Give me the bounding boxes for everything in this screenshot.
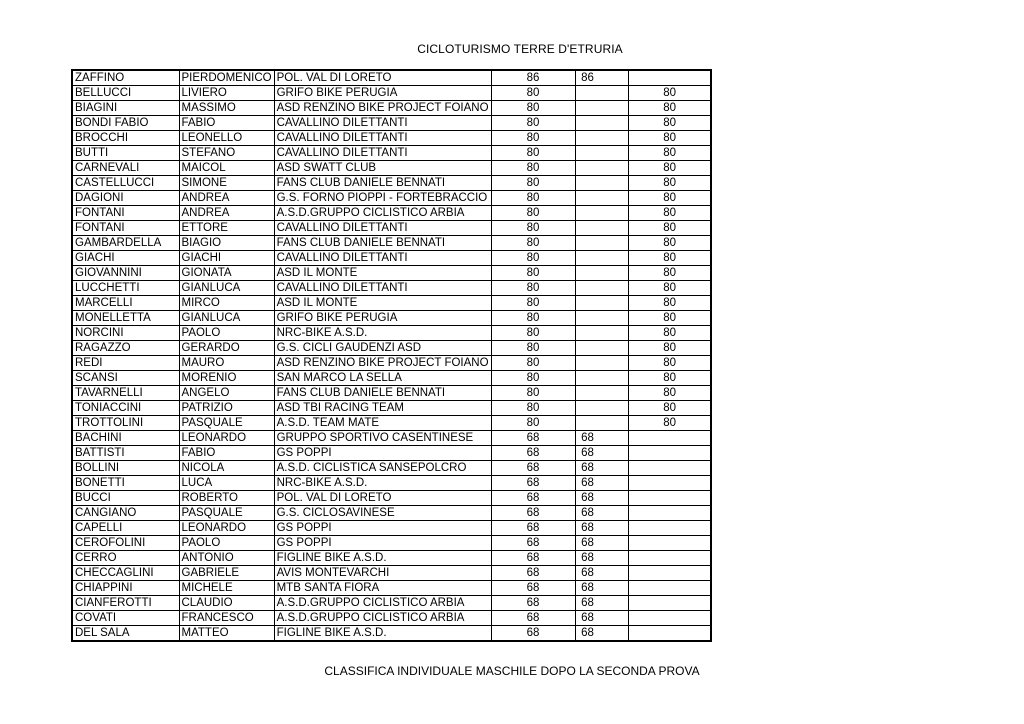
round1-points-cell	[575, 356, 628, 371]
surname-cell: GIOVANNINI	[72, 266, 179, 281]
team-cell: A.S.D.GRUPPO CICLISTICO ARBIA	[274, 596, 491, 611]
first-name-cell: ANGELO	[179, 386, 274, 401]
surname-cell: CEROFOLINI	[72, 536, 179, 551]
round2-points-cell	[628, 446, 711, 461]
surname-cell: DAGIONI	[72, 191, 179, 206]
surname-cell: RAGAZZO	[72, 341, 179, 356]
round1-points-cell: 68	[575, 596, 628, 611]
team-cell: FIGLINE BIKE A.S.D.	[274, 626, 491, 642]
round1-points-cell	[575, 386, 628, 401]
surname-cell: MONELLETTA	[72, 311, 179, 326]
table-row	[72, 611, 711, 626]
round1-points-cell: 68	[575, 626, 628, 642]
round2-points-cell: 80	[628, 146, 711, 161]
round2-points-cell: 80	[628, 191, 711, 206]
total-points-cell: 80	[491, 326, 575, 341]
surname-cell: CAPELLI	[72, 521, 179, 536]
team-cell: ASD SWATT CLUB	[274, 161, 491, 176]
team-cell: A.S.D. TEAM MATE	[274, 416, 491, 431]
round1-points-cell	[575, 266, 628, 281]
team-cell: GRIFO BIKE PERUGIA	[274, 311, 491, 326]
team-cell: POL. VAL DI LORETO	[274, 70, 491, 86]
page-title: CICLOTURISMO TERRE D'ETRURIA	[417, 42, 623, 56]
round2-points-cell: 80	[628, 296, 711, 311]
first-name-cell: STEFANO	[179, 146, 274, 161]
table-row	[72, 536, 711, 551]
round1-points-cell: 68	[575, 491, 628, 506]
surname-cell: ZAFFINO	[72, 70, 179, 86]
total-points-cell: 80	[491, 296, 575, 311]
surname-cell: TAVARNELLI	[72, 386, 179, 401]
round1-points-cell: 68	[575, 581, 628, 596]
round1-points-cell	[575, 221, 628, 236]
first-name-cell: CLAUDIO	[179, 596, 274, 611]
first-name-cell: MICHELE	[179, 581, 274, 596]
first-name-cell: ANTONIO	[179, 551, 274, 566]
team-cell: AVIS MONTEVARCHI	[274, 566, 491, 581]
round2-points-cell	[628, 551, 711, 566]
first-name-cell: LUCA	[179, 476, 274, 491]
round2-points-cell: 80	[628, 401, 711, 416]
surname-cell: CIANFEROTTI	[72, 596, 179, 611]
first-name-cell: LEONARDO	[179, 431, 274, 446]
round2-points-cell	[628, 431, 711, 446]
round1-points-cell	[575, 251, 628, 266]
surname-cell: GIACHI	[72, 251, 179, 266]
total-points-cell: 80	[491, 101, 575, 116]
surname-cell: GAMBARDELLA	[72, 236, 179, 251]
table-row	[72, 341, 711, 356]
table-row	[72, 296, 711, 311]
table-row	[72, 431, 711, 446]
round1-points-cell	[575, 311, 628, 326]
first-name-cell: MATTEO	[179, 626, 274, 642]
team-cell: NRC-BIKE A.S.D.	[274, 326, 491, 341]
round2-points-cell: 80	[628, 281, 711, 296]
round2-points-cell: 80	[628, 116, 711, 131]
table-row	[72, 521, 711, 536]
first-name-cell: BIAGIO	[179, 236, 274, 251]
first-name-cell: GERARDO	[179, 341, 274, 356]
round2-points-cell	[628, 491, 711, 506]
table-row	[72, 371, 711, 386]
round1-points-cell	[575, 161, 628, 176]
table-row	[72, 146, 711, 161]
round2-points-cell	[628, 506, 711, 521]
total-points-cell: 80	[491, 176, 575, 191]
team-cell: POL. VAL DI LORETO	[274, 491, 491, 506]
team-cell: CAVALLINO DILETTANTI	[274, 221, 491, 236]
surname-cell: FONTANI	[72, 221, 179, 236]
table-row	[72, 251, 711, 266]
total-points-cell: 86	[491, 70, 575, 86]
round2-points-cell: 80	[628, 371, 711, 386]
round1-points-cell: 68	[575, 506, 628, 521]
round2-points-cell	[628, 626, 711, 642]
total-points-cell: 80	[491, 236, 575, 251]
table-row	[72, 191, 711, 206]
round2-points-cell	[628, 596, 711, 611]
round1-points-cell	[575, 371, 628, 386]
table-row	[72, 116, 711, 131]
round2-points-cell	[628, 566, 711, 581]
round2-points-cell: 80	[628, 266, 711, 281]
first-name-cell: PASQUALE	[179, 506, 274, 521]
team-cell: GS POPPI	[274, 521, 491, 536]
round1-points-cell: 68	[575, 521, 628, 536]
round2-points-cell: 80	[628, 341, 711, 356]
round2-points-cell: 80	[628, 386, 711, 401]
team-cell: A.S.D. CICLISTICA SANSEPOLCRO	[274, 461, 491, 476]
table-row	[72, 461, 711, 476]
first-name-cell: ETTORE	[179, 221, 274, 236]
round2-points-cell: 80	[628, 356, 711, 371]
round2-points-cell: 80	[628, 86, 711, 101]
team-cell: ASD IL MONTE	[274, 266, 491, 281]
table-row	[72, 566, 711, 581]
surname-cell: REDI	[72, 356, 179, 371]
round1-points-cell	[575, 326, 628, 341]
team-cell: FANS CLUB DANIELE BENNATI	[274, 236, 491, 251]
table-row	[72, 70, 711, 86]
total-points-cell: 80	[491, 86, 575, 101]
table-row	[72, 491, 711, 506]
total-points-cell: 80	[491, 251, 575, 266]
first-name-cell: PASQUALE	[179, 416, 274, 431]
round1-points-cell: 68	[575, 536, 628, 551]
first-name-cell: MORENIO	[179, 371, 274, 386]
round2-points-cell: 80	[628, 311, 711, 326]
total-points-cell: 80	[491, 131, 575, 146]
total-points-cell: 80	[491, 311, 575, 326]
total-points-cell: 80	[491, 206, 575, 221]
round2-points-cell	[628, 461, 711, 476]
team-cell: G.S. FORNO PIOPPI - FORTEBRACCIO	[274, 191, 491, 206]
first-name-cell: GIANLUCA	[179, 311, 274, 326]
table-row	[72, 236, 711, 251]
first-name-cell: GIACHI	[179, 251, 274, 266]
round2-points-cell	[628, 581, 711, 596]
round1-points-cell: 68	[575, 611, 628, 626]
team-cell: ASD IL MONTE	[274, 296, 491, 311]
standings-body	[72, 70, 711, 641]
team-cell: FANS CLUB DANIELE BENNATI	[274, 386, 491, 401]
total-points-cell: 80	[491, 221, 575, 236]
team-cell: FANS CLUB DANIELE BENNATI	[274, 176, 491, 191]
round1-points-cell	[575, 146, 628, 161]
team-cell: NRC-BIKE A.S.D.	[274, 476, 491, 491]
surname-cell: TROTTOLINI	[72, 416, 179, 431]
team-cell: MTB SANTA FIORA	[274, 581, 491, 596]
total-points-cell: 68	[491, 506, 575, 521]
first-name-cell: GIONATA	[179, 266, 274, 281]
first-name-cell: MAURO	[179, 356, 274, 371]
standings-table	[71, 69, 712, 642]
total-points-cell: 68	[491, 476, 575, 491]
round1-points-cell	[575, 236, 628, 251]
total-points-cell: 80	[491, 146, 575, 161]
round1-points-cell	[575, 101, 628, 116]
first-name-cell: FABIO	[179, 116, 274, 131]
total-points-cell: 68	[491, 431, 575, 446]
round2-points-cell: 80	[628, 176, 711, 191]
team-cell: GRIFO BIKE PERUGIA	[274, 86, 491, 101]
surname-cell: MARCELLI	[72, 296, 179, 311]
surname-cell: NORCINI	[72, 326, 179, 341]
footer-title: CLASSIFICA INDIVIDUALE MASCHILE DOPO LA SECONDA PROVA	[324, 664, 700, 678]
round2-points-cell	[628, 70, 711, 86]
table-row	[72, 596, 711, 611]
total-points-cell: 68	[491, 461, 575, 476]
team-cell: CAVALLINO DILETTANTI	[274, 146, 491, 161]
round1-points-cell: 68	[575, 431, 628, 446]
surname-cell: BONETTI	[72, 476, 179, 491]
table-row	[72, 581, 711, 596]
round1-points-cell	[575, 206, 628, 221]
first-name-cell: FRANCESCO	[179, 611, 274, 626]
total-points-cell: 80	[491, 386, 575, 401]
team-cell: CAVALLINO DILETTANTI	[274, 251, 491, 266]
table-row	[72, 221, 711, 236]
team-cell: SAN MARCO LA SELLA	[274, 371, 491, 386]
table-row	[72, 176, 711, 191]
total-points-cell: 80	[491, 116, 575, 131]
total-points-cell: 68	[491, 596, 575, 611]
table-row	[72, 161, 711, 176]
first-name-cell: PIERDOMENICO	[179, 70, 274, 86]
surname-cell: CHIAPPINI	[72, 581, 179, 596]
surname-cell: SCANSI	[72, 371, 179, 386]
team-cell: CAVALLINO DILETTANTI	[274, 116, 491, 131]
team-cell: A.S.D.GRUPPO CICLISTICO ARBIA	[274, 206, 491, 221]
total-points-cell: 68	[491, 581, 575, 596]
table-row	[72, 416, 711, 431]
round2-points-cell	[628, 611, 711, 626]
surname-cell: LUCCHETTI	[72, 281, 179, 296]
round2-points-cell: 80	[628, 206, 711, 221]
surname-cell: BELLUCCI	[72, 86, 179, 101]
round2-points-cell: 80	[628, 236, 711, 251]
surname-cell: FONTANI	[72, 206, 179, 221]
table-row	[72, 401, 711, 416]
round1-points-cell: 68	[575, 566, 628, 581]
total-points-cell: 80	[491, 161, 575, 176]
total-points-cell: 68	[491, 566, 575, 581]
round1-points-cell	[575, 86, 628, 101]
table-row	[72, 326, 711, 341]
round1-points-cell: 68	[575, 461, 628, 476]
round1-points-cell	[575, 176, 628, 191]
surname-cell: BACHINI	[72, 431, 179, 446]
table-row	[72, 626, 711, 642]
total-points-cell: 80	[491, 401, 575, 416]
total-points-cell: 80	[491, 191, 575, 206]
round2-points-cell: 80	[628, 161, 711, 176]
first-name-cell: PAOLO	[179, 536, 274, 551]
team-cell: GS POPPI	[274, 536, 491, 551]
round2-points-cell	[628, 521, 711, 536]
team-cell: ASD TBI RACING TEAM	[274, 401, 491, 416]
first-name-cell: LEONARDO	[179, 521, 274, 536]
surname-cell: CANGIANO	[72, 506, 179, 521]
table-row	[72, 311, 711, 326]
round1-points-cell	[575, 191, 628, 206]
surname-cell: BROCCHI	[72, 131, 179, 146]
surname-cell: DEL SALA	[72, 626, 179, 642]
first-name-cell: FABIO	[179, 446, 274, 461]
round2-points-cell: 80	[628, 326, 711, 341]
surname-cell: BUTTI	[72, 146, 179, 161]
table-row	[72, 86, 711, 101]
round2-points-cell: 80	[628, 101, 711, 116]
round2-points-cell: 80	[628, 416, 711, 431]
round1-points-cell: 68	[575, 551, 628, 566]
round1-points-cell	[575, 296, 628, 311]
first-name-cell: PATRIZIO	[179, 401, 274, 416]
total-points-cell: 80	[491, 371, 575, 386]
round1-points-cell	[575, 116, 628, 131]
surname-cell: TONIACCINI	[72, 401, 179, 416]
total-points-cell: 80	[491, 266, 575, 281]
first-name-cell: GABRIELE	[179, 566, 274, 581]
first-name-cell: ROBERTO	[179, 491, 274, 506]
first-name-cell: NICOLA	[179, 461, 274, 476]
first-name-cell: SIMONE	[179, 176, 274, 191]
team-cell: FIGLINE BIKE A.S.D.	[274, 551, 491, 566]
table-row	[72, 206, 711, 221]
round1-points-cell	[575, 416, 628, 431]
team-cell: G.S. CICLI GAUDENZI ASD	[274, 341, 491, 356]
round1-points-cell	[575, 281, 628, 296]
total-points-cell: 68	[491, 446, 575, 461]
surname-cell: CARNEVALI	[72, 161, 179, 176]
surname-cell: CASTELLUCCI	[72, 176, 179, 191]
surname-cell: BOLLINI	[72, 461, 179, 476]
round1-points-cell	[575, 401, 628, 416]
total-points-cell: 68	[491, 611, 575, 626]
round2-points-cell	[628, 476, 711, 491]
round1-points-cell: 68	[575, 446, 628, 461]
team-cell: GRUPPO SPORTIVO CASENTINESE	[274, 431, 491, 446]
table-row	[72, 506, 711, 521]
surname-cell: BIAGINI	[72, 101, 179, 116]
first-name-cell: ANDREA	[179, 206, 274, 221]
round2-points-cell: 80	[628, 251, 711, 266]
total-points-cell: 68	[491, 551, 575, 566]
surname-cell: BONDI FABIO	[72, 116, 179, 131]
round1-points-cell: 68	[575, 476, 628, 491]
total-points-cell: 80	[491, 356, 575, 371]
total-points-cell: 68	[491, 491, 575, 506]
surname-cell: CERRO	[72, 551, 179, 566]
table-row	[72, 101, 711, 116]
team-cell: A.S.D.GRUPPO CICLISTICO ARBIA	[274, 611, 491, 626]
total-points-cell: 80	[491, 281, 575, 296]
round1-points-cell: 86	[575, 70, 628, 86]
total-points-cell: 68	[491, 536, 575, 551]
total-points-cell: 80	[491, 416, 575, 431]
round1-points-cell	[575, 131, 628, 146]
table-row	[72, 266, 711, 281]
team-cell: ASD RENZINO BIKE PROJECT FOIANO	[274, 101, 491, 116]
first-name-cell: PAOLO	[179, 326, 274, 341]
team-cell: G.S. CICLOSAVINESE	[274, 506, 491, 521]
round1-points-cell	[575, 341, 628, 356]
first-name-cell: GIANLUCA	[179, 281, 274, 296]
team-cell: CAVALLINO DILETTANTI	[274, 281, 491, 296]
team-cell: GS POPPI	[274, 446, 491, 461]
first-name-cell: MAICOL	[179, 161, 274, 176]
table-row	[72, 386, 711, 401]
round2-points-cell: 80	[628, 131, 711, 146]
table-row	[72, 131, 711, 146]
surname-cell: CHECCAGLINI	[72, 566, 179, 581]
table-row	[72, 356, 711, 371]
table-row	[72, 281, 711, 296]
team-cell: CAVALLINO DILETTANTI	[274, 131, 491, 146]
table-row	[72, 446, 711, 461]
round2-points-cell: 80	[628, 221, 711, 236]
surname-cell: COVATI	[72, 611, 179, 626]
surname-cell: BUCCI	[72, 491, 179, 506]
first-name-cell: MIRCO	[179, 296, 274, 311]
table-row	[72, 476, 711, 491]
first-name-cell: ANDREA	[179, 191, 274, 206]
first-name-cell: LIVIERO	[179, 86, 274, 101]
table-row	[72, 551, 711, 566]
round2-points-cell	[628, 536, 711, 551]
surname-cell: BATTISTI	[72, 446, 179, 461]
total-points-cell: 68	[491, 626, 575, 642]
total-points-cell: 68	[491, 521, 575, 536]
total-points-cell: 80	[491, 341, 575, 356]
first-name-cell: LEONELLO	[179, 131, 274, 146]
team-cell: ASD RENZINO BIKE PROJECT FOIANO	[274, 356, 491, 371]
first-name-cell: MASSIMO	[179, 101, 274, 116]
